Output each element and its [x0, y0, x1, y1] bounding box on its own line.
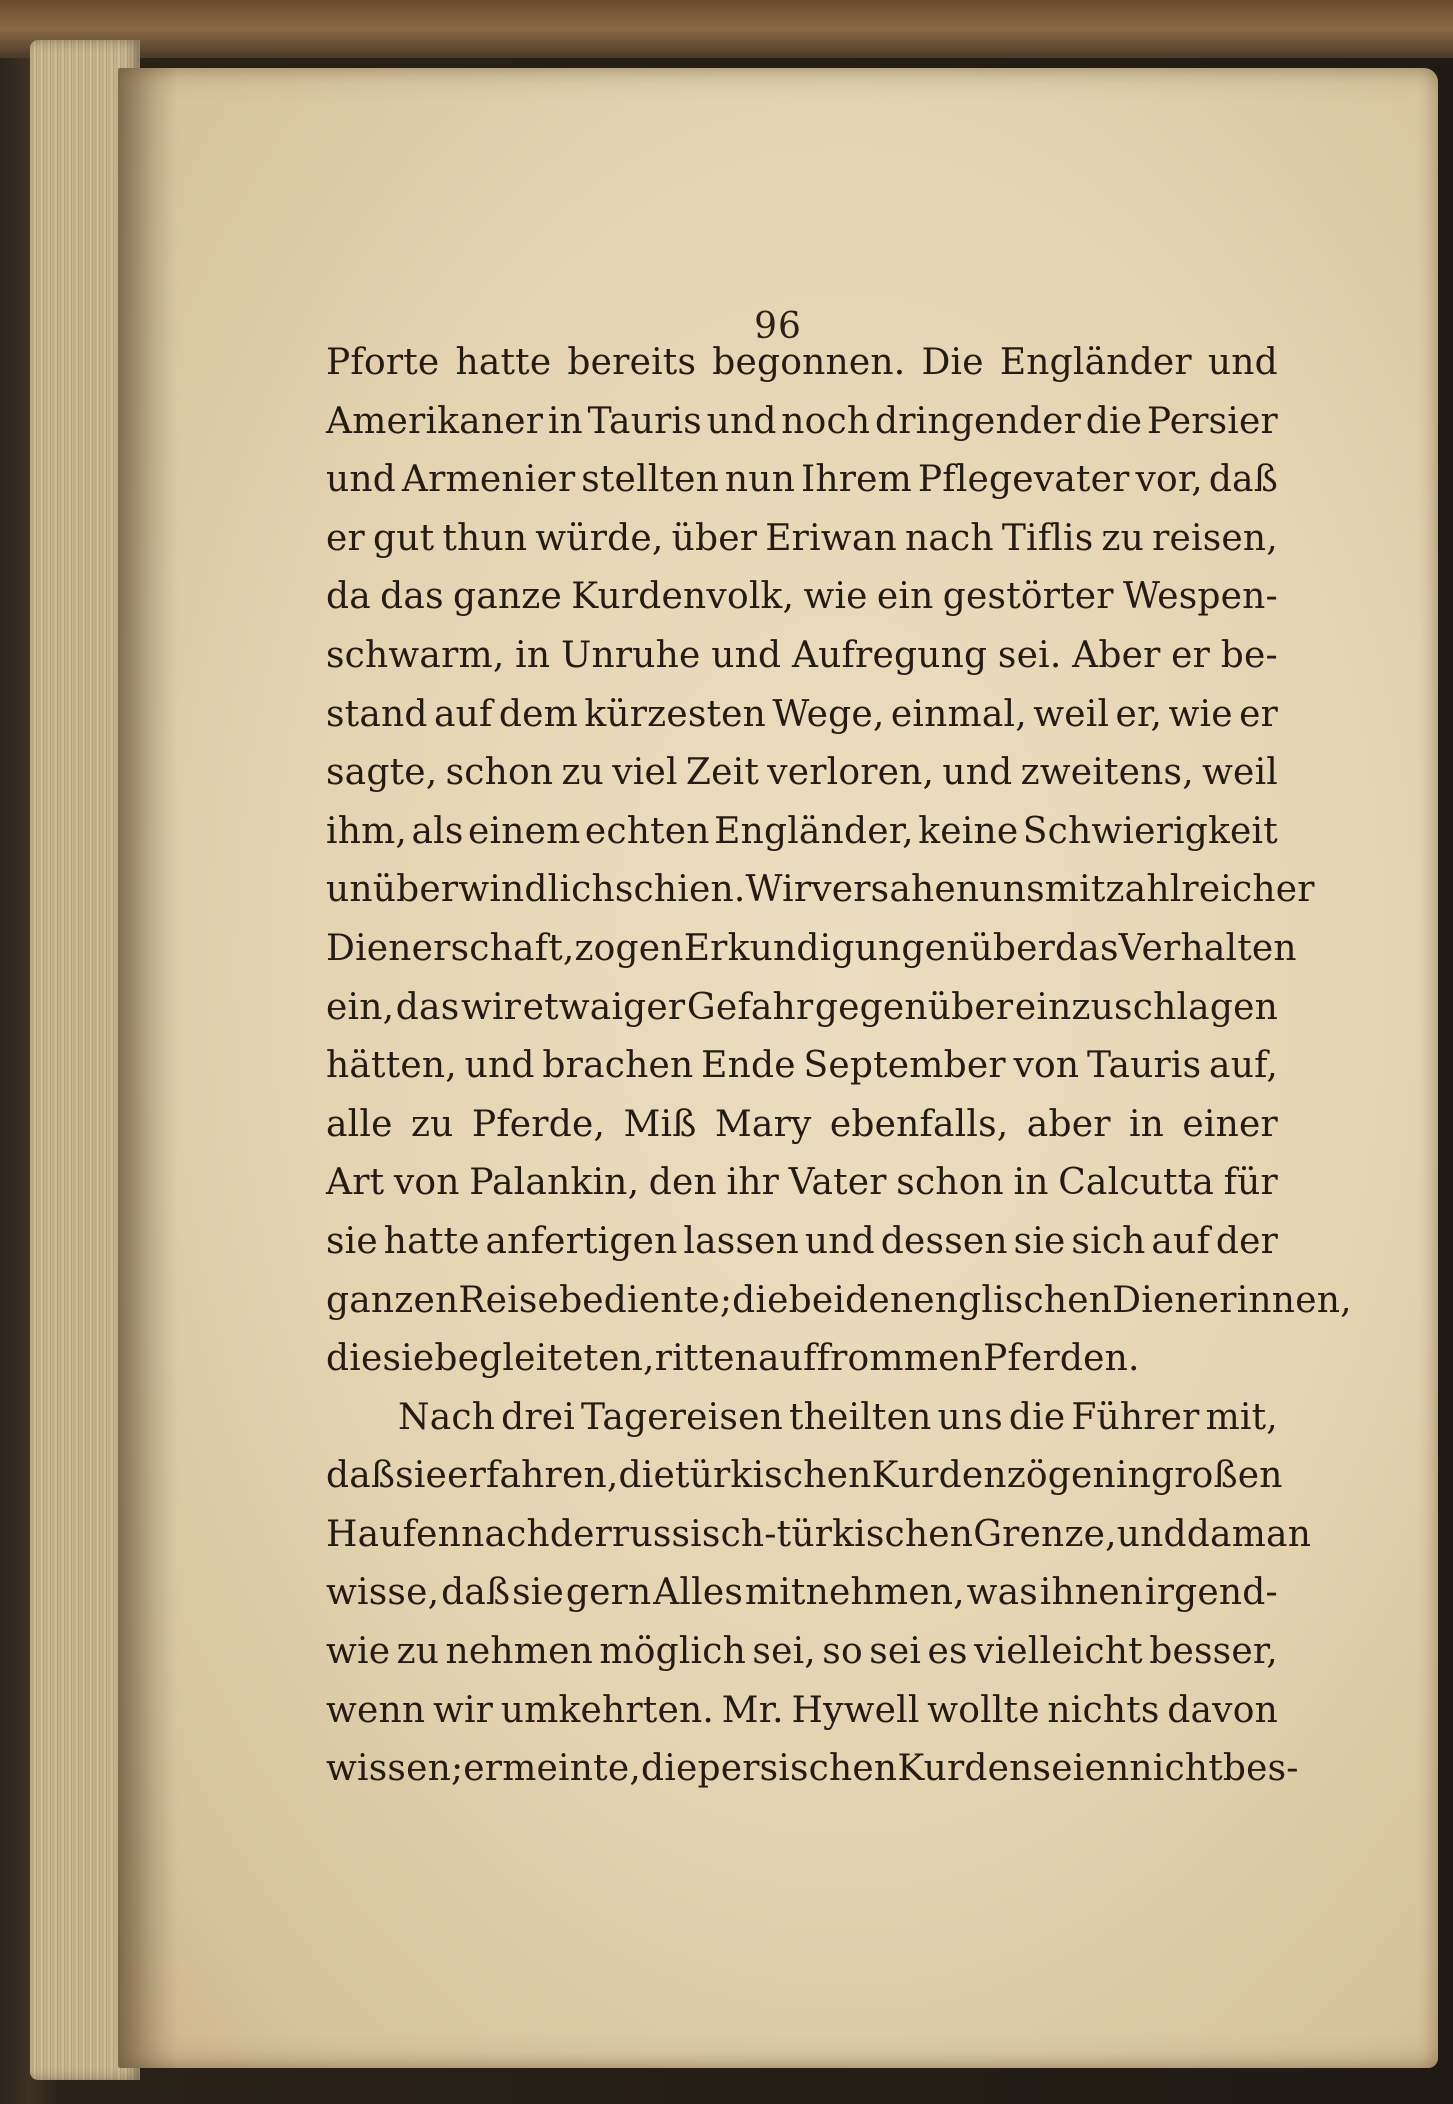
word: großen	[1151, 1455, 1283, 1497]
word: die	[326, 1338, 383, 1380]
word: und	[804, 1220, 875, 1262]
word: er	[1239, 693, 1278, 735]
word: etwaiger	[522, 986, 686, 1028]
word: das	[1055, 927, 1119, 969]
text-line	[326, 1690, 1278, 1749]
word: stand	[326, 693, 428, 735]
word: beiden	[788, 1279, 914, 1321]
word: nach	[904, 517, 994, 559]
word: von	[393, 1162, 460, 1204]
word: daß	[1208, 459, 1278, 501]
word: Haufen	[326, 1513, 462, 1555]
word: die	[1085, 400, 1143, 442]
word: bereits	[567, 342, 697, 383]
word: besser,	[1149, 1631, 1278, 1673]
word: Wege,	[772, 693, 885, 735]
word: ihm,	[326, 810, 408, 852]
word: er	[326, 517, 365, 559]
word: Reise	[458, 1279, 560, 1321]
word: uns	[979, 869, 1045, 911]
word: ganze	[452, 576, 562, 618]
word: Ihrem	[800, 459, 913, 501]
word: sie	[326, 1220, 378, 1262]
word: anfertigen	[485, 1220, 678, 1262]
word: schwarm,	[326, 634, 505, 676]
word: Amerikaner	[326, 400, 544, 442]
word: theilten	[788, 1396, 932, 1438]
word: Gefahr	[686, 986, 814, 1028]
word: dringender	[875, 400, 1082, 442]
word: brachen	[542, 1045, 694, 1087]
word: die	[1008, 1396, 1066, 1438]
word: schien.	[614, 869, 746, 911]
text-line	[326, 1748, 1299, 1807]
word: da	[326, 576, 371, 618]
word: bediente;	[559, 1279, 733, 1321]
word: zu	[1101, 517, 1145, 559]
word: sie	[512, 1572, 564, 1614]
word: sie	[1013, 1220, 1066, 1262]
word: seien	[1032, 1748, 1130, 1790]
word: zu	[396, 1631, 440, 1673]
word: der	[549, 1513, 613, 1555]
word: mit	[1044, 869, 1106, 911]
word: gut	[373, 517, 435, 559]
word: echten	[584, 810, 710, 852]
word: frommen	[816, 1338, 983, 1380]
word: Wespen-	[1122, 576, 1278, 618]
word: er	[463, 1748, 503, 1790]
word: Calcutta	[1058, 1162, 1215, 1204]
word: die	[618, 1455, 675, 1497]
word: für	[1223, 1162, 1278, 1204]
word: sei	[869, 1631, 922, 1673]
word: Mr.	[721, 1689, 784, 1731]
word: auf	[1151, 1220, 1210, 1262]
word: was	[966, 1572, 1038, 1614]
word: in	[1115, 1455, 1152, 1497]
word: Aufregung	[791, 634, 988, 676]
word: zu	[561, 752, 605, 794]
word: weil	[1033, 693, 1110, 735]
word: zogen	[574, 927, 684, 969]
word: man	[1231, 1513, 1312, 1555]
word: und	[706, 400, 777, 442]
word: möglich	[599, 1631, 747, 1673]
word: nun	[724, 459, 796, 501]
word: Alles	[653, 1572, 744, 1614]
word: und	[326, 459, 397, 501]
word: hatte	[383, 1220, 480, 1262]
word: zahlreicher	[1105, 869, 1315, 911]
word: auf,	[1209, 1045, 1278, 1087]
word: Hywell	[791, 1689, 920, 1731]
word: Nach	[398, 1396, 496, 1438]
word: erfahren,	[447, 1455, 619, 1497]
word: und	[464, 1045, 535, 1087]
text-line	[326, 1045, 1278, 1104]
word: wie	[326, 1631, 391, 1673]
word: Tiflis	[1001, 517, 1094, 559]
word: hatte	[455, 342, 552, 383]
word: da	[1186, 1513, 1232, 1555]
word: drei	[501, 1396, 575, 1438]
word: Ende	[701, 1045, 796, 1087]
word: Mary	[714, 1103, 812, 1145]
word: sie	[382, 1338, 435, 1380]
word: Palankin,	[469, 1162, 640, 1204]
word: und	[1207, 342, 1278, 383]
word: bes-	[1222, 1748, 1299, 1790]
word: der	[1215, 1220, 1278, 1262]
word: er,	[1115, 693, 1163, 735]
word: Pferden.	[983, 1338, 1140, 1380]
word: daß	[326, 1455, 396, 1497]
word: in	[1128, 1103, 1165, 1145]
word: und	[711, 634, 782, 676]
text-line	[326, 752, 1278, 811]
word: türkischen	[674, 1455, 872, 1497]
word: über	[969, 927, 1056, 969]
word: über	[671, 517, 758, 559]
word: dem	[498, 693, 578, 735]
word: Tauris	[1087, 1045, 1202, 1087]
word: vielleicht	[974, 1631, 1143, 1673]
word: Engländer	[999, 342, 1192, 383]
word: Kurdenvolk,	[571, 576, 795, 618]
text-line	[326, 1162, 1278, 1221]
word: Engländer,	[714, 810, 914, 852]
word: umkehrten.	[500, 1689, 714, 1731]
word: sich	[1071, 1220, 1146, 1262]
text-line	[326, 635, 1278, 694]
word: gestörter	[942, 576, 1114, 618]
text-line	[326, 927, 1297, 987]
word: lassen	[683, 1220, 800, 1262]
word: er	[1171, 634, 1211, 676]
word: englischen	[913, 1279, 1113, 1321]
word: zu	[410, 1103, 454, 1145]
word: ihnen	[1039, 1572, 1144, 1614]
word: Aber	[1072, 634, 1161, 676]
text-line	[326, 1338, 1278, 1397]
word: wenn	[326, 1689, 426, 1731]
word: einer	[1182, 1103, 1278, 1145]
word: einem	[468, 810, 581, 852]
word: Schwierigkeit	[1022, 810, 1278, 852]
word: schon	[445, 752, 554, 794]
word: Tagereisen	[580, 1396, 783, 1438]
word: sei.	[997, 634, 1062, 676]
word: begonnen.	[712, 342, 906, 383]
word: ebenfalls,	[829, 1103, 1009, 1145]
word: daß	[441, 1572, 511, 1614]
body-text	[326, 342, 1352, 1807]
word: ein	[876, 576, 934, 618]
word: russisch-türkischen	[612, 1513, 974, 1555]
word: und	[942, 752, 1013, 794]
word: so	[822, 1631, 863, 1673]
text-line	[326, 342, 1278, 401]
word: stellten	[581, 459, 720, 501]
word: nehmen	[445, 1631, 594, 1673]
word: Verhalten	[1118, 927, 1297, 969]
text-line	[326, 1397, 1278, 1456]
word: versahen	[811, 869, 980, 911]
word: von	[1013, 1045, 1080, 1087]
word: unüberwindlich	[326, 869, 615, 911]
word: gegenüber	[814, 986, 1014, 1028]
word: die	[732, 1279, 789, 1321]
word: Miß	[623, 1103, 697, 1145]
word: wie	[803, 576, 868, 618]
word: Erkundigungen	[683, 927, 970, 969]
word: Art	[326, 1162, 385, 1204]
word: in	[515, 634, 551, 676]
word: wir	[460, 986, 522, 1028]
text-line	[326, 1631, 1278, 1690]
word: noch	[781, 400, 871, 442]
text-line	[326, 459, 1278, 518]
word: auf	[758, 1338, 817, 1380]
word: es	[927, 1631, 968, 1673]
word: den	[648, 1162, 717, 1204]
text-line	[326, 1513, 1312, 1573]
word: Pflegevater	[917, 459, 1130, 501]
word: irgend-	[1145, 1572, 1278, 1614]
word: Pforte	[326, 342, 440, 383]
word: davon	[1167, 1689, 1278, 1731]
word: ihr	[726, 1162, 779, 1204]
word: Grenze,	[973, 1513, 1117, 1555]
word: das	[395, 986, 460, 1028]
word: viel	[612, 752, 678, 794]
word: mitnehmen,	[744, 1572, 965, 1614]
text-line	[326, 811, 1278, 870]
word: nichts	[1047, 1689, 1160, 1731]
word: meinte,	[502, 1748, 641, 1790]
word: Kurden	[897, 1748, 1033, 1790]
text-line	[326, 1104, 1278, 1163]
word: dessen	[880, 1220, 1008, 1262]
word: thun	[442, 517, 528, 559]
text-line	[326, 401, 1278, 460]
word: persischen	[697, 1748, 898, 1790]
word: Vater	[788, 1162, 887, 1204]
word: keine	[918, 810, 1019, 852]
text-line	[326, 1572, 1278, 1631]
word: auf	[433, 693, 493, 735]
word: ganzen	[326, 1279, 459, 1321]
word: Armenier	[401, 459, 576, 501]
word: Pferde,	[471, 1103, 606, 1145]
word: wissen;	[326, 1748, 464, 1790]
word: zögen	[1006, 1455, 1116, 1497]
word: sagte,	[326, 752, 438, 794]
word: Kurden	[871, 1455, 1007, 1497]
word: Dienerinnen,	[1112, 1279, 1352, 1321]
word: nach	[461, 1513, 550, 1555]
word: schon	[896, 1162, 1004, 1204]
word: einmal,	[890, 693, 1027, 735]
text-line	[326, 869, 1315, 928]
word: das	[380, 576, 444, 618]
word: weil	[1202, 752, 1278, 794]
text-line	[326, 1279, 1352, 1339]
word: be-	[1220, 634, 1278, 676]
word: würde,	[535, 517, 664, 559]
word: Wir	[745, 869, 812, 911]
word: uns	[937, 1396, 1003, 1438]
word: einzuschlagen	[1014, 986, 1278, 1028]
word: die	[640, 1748, 698, 1790]
word: kürzesten	[584, 693, 767, 735]
word: ein,	[326, 986, 395, 1028]
word: Tauris	[587, 400, 702, 442]
word: als	[411, 810, 464, 852]
word: begleiteten,	[434, 1338, 655, 1380]
text-line	[326, 518, 1278, 577]
word: verloren,	[767, 752, 935, 794]
word: Zeit	[685, 752, 759, 794]
text-line	[326, 1221, 1278, 1280]
word: wisse,	[326, 1572, 440, 1614]
text-line	[326, 576, 1278, 635]
word: September	[803, 1045, 1006, 1087]
word: Unruhe	[560, 634, 701, 676]
gutter-shadow	[118, 68, 178, 2068]
word: zweitens,	[1020, 752, 1194, 794]
book-spine-top	[0, 0, 1453, 58]
word: Die	[921, 342, 984, 383]
word: mit,	[1205, 1396, 1278, 1438]
word: reisen,	[1152, 517, 1278, 559]
word: wollte	[927, 1689, 1040, 1731]
text-line	[326, 694, 1278, 753]
word: gern	[565, 1572, 652, 1614]
word: aber	[1026, 1103, 1111, 1145]
word: vor,	[1135, 459, 1203, 501]
word: sei,	[752, 1631, 816, 1673]
word: Führer	[1071, 1396, 1200, 1438]
word: ritten	[654, 1338, 759, 1380]
word: nicht	[1129, 1748, 1223, 1790]
word: alle	[326, 1103, 393, 1145]
word: wie	[1168, 693, 1233, 735]
word: Eriwan	[765, 517, 897, 559]
word: Dienerschaft,	[326, 927, 575, 969]
word: Persier	[1146, 400, 1278, 442]
text-line	[326, 987, 1278, 1046]
word: und	[1116, 1513, 1187, 1555]
word: in	[1013, 1162, 1049, 1204]
word: hätten,	[326, 1045, 457, 1087]
text-line	[326, 1455, 1283, 1514]
word: sie	[395, 1455, 448, 1497]
word: wir	[432, 1689, 494, 1731]
word: in	[547, 400, 583, 442]
page-number: 96	[754, 306, 802, 347]
